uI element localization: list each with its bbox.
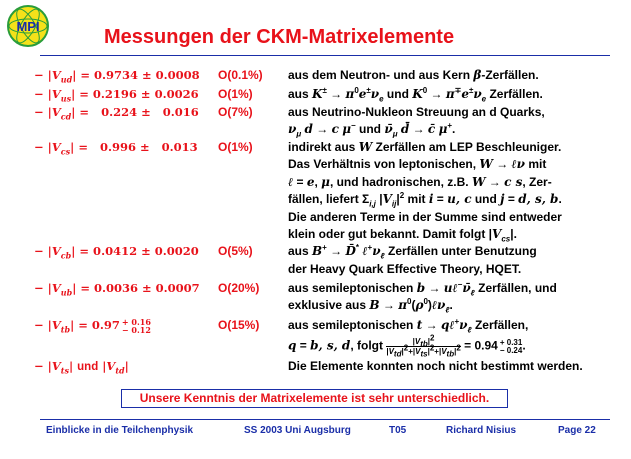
precision-vcd: O(7%) — [218, 105, 253, 119]
element-vtb: − $|V_{tb}| = 0.97 + 0.16$ − 0.12 — [34, 317, 151, 335]
element-vcd: − $|V_{cd}| = 0.224 \pm 0.016$ — [34, 105, 199, 122]
vtb-ratio-fraction: $\frac{|V_{tb}|^2}{|V_{td}|^2+|V_{ts}|^2+|V_{tb}|^2}$ — [386, 333, 461, 359]
logo-text: MPI — [16, 19, 40, 34]
element-vub: − $|V_{ub}| = 0.0036 \pm 0.0007$ — [34, 281, 200, 298]
element-vud: − $|V_{ud}| = 0.9734 \pm 0.0008$ — [34, 68, 200, 85]
desc-vcb-line-1: aus B+ → D̄* $\ell^+\nu_\ell$ Zerfällen unter Benutzung — [288, 243, 537, 261]
header-divider — [40, 55, 610, 56]
precision-vcs: O(1%) — [218, 140, 253, 154]
desc-vcs-line-6: klein oder gut bekannt. Damit folgt $|V_{cs}|$. — [288, 227, 517, 244]
desc-vtb-line-2: q = b, s, d, folgt $\frac{|V_{tb}|^2}{|V_{td}|^2+|V_{ts}|^2+|V_{tb}|^2}$ = 0.94 + 0.31 − 0.24. — [288, 333, 526, 359]
footer-divider — [40, 419, 610, 420]
desc-vts-vtd-line-1: Die Elemente konnten noch nicht bestimmt werden. — [288, 359, 583, 373]
desc-vcb-line-2: der Heavy Quark Effective Theory, HQET. — [288, 262, 522, 276]
precision-vud: O(0.1%) — [218, 68, 263, 82]
desc-vcs-line-1: indirekt aus W Zerfällen am LEP Beschleuniger. — [288, 140, 562, 154]
mpi-logo — [6, 4, 50, 48]
page-title: Messungen der CKM-Matrixelemente — [104, 26, 455, 48]
desc-vcd-line-2: $\nu_\mu$ d → c μ− und $\nū_\mu$ d̄ → c̄ μ+. — [288, 121, 456, 139]
footer-term: SS 2003 Uni Augsburg — [244, 425, 351, 436]
precision-vtb: O(15%) — [218, 318, 260, 332]
element-vts-vtd: − $|V_{ts}|$ und $|V_{td}|$ — [34, 359, 129, 376]
desc-vtb-line-1: aus semileptonischen $t \to q\ell^+\nu_\ell$ Zerfällen, — [288, 317, 529, 335]
desc-vcd-line-1: aus Neutrino-Nukleon Streuung an d Quarks, — [288, 105, 545, 119]
footer-code: T05 — [389, 425, 407, 436]
desc-vub-line-2: exklusive aus $B \to \pi^0(\rho^0)\ell\nu_\ell$. — [288, 297, 453, 315]
element-vus: − $|V_{us}| = 0.2196 \pm 0.0026$ — [34, 87, 199, 104]
desc-vcs-line-2: Das Verhältnis von leptonischen, W → ℓν mit — [288, 157, 547, 171]
element-vcs: − $|V_{cs}| = 0.996 \pm 0.013$ — [34, 140, 198, 157]
summary-box: Unsere Kenntnis der Matrixelemente ist sehr unterschiedlich. — [121, 389, 508, 408]
footer-author: Richard Nisius — [446, 425, 517, 436]
precision-vub: O(20%) — [218, 281, 260, 295]
desc-vus-line-1: aus $K^\pm \to \pi^0e^\pm\nu_e$ und $K^0 \to \pi^\mp e^\pm\nu_e$ Zerfällen. — [288, 86, 543, 104]
footer-page: Page 22 — [558, 425, 596, 436]
element-vcb: − $|V_{cb}| = 0.0412 \pm 0.0020$ — [34, 244, 199, 261]
precision-vcb: O(5%) — [218, 244, 253, 258]
desc-vcs-line-5: Die anderen Terme in der Summe sind entweder — [288, 210, 562, 224]
desc-vcs-line-4: fällen, liefert $\Sigma_{i,j}$ $|V_{ij}|^2$ mit i = u, c und j = d, s, b. — [288, 191, 562, 209]
precision-vus: O(1%) — [218, 87, 253, 101]
desc-vud-line-1: aus dem Neutron- und aus Kern β-Zerfällen. — [288, 68, 539, 82]
desc-vub-line-1: aus semileptonischen $b \to u\ell^-\nū_\ell$ Zerfällen, und — [288, 280, 557, 298]
desc-vcs-line-3: ℓ = e, μ, und hadronischen, z.B. W → c s, Zer- — [288, 175, 552, 189]
footer-course: Einblicke in die Teilchenphysik — [46, 425, 194, 436]
